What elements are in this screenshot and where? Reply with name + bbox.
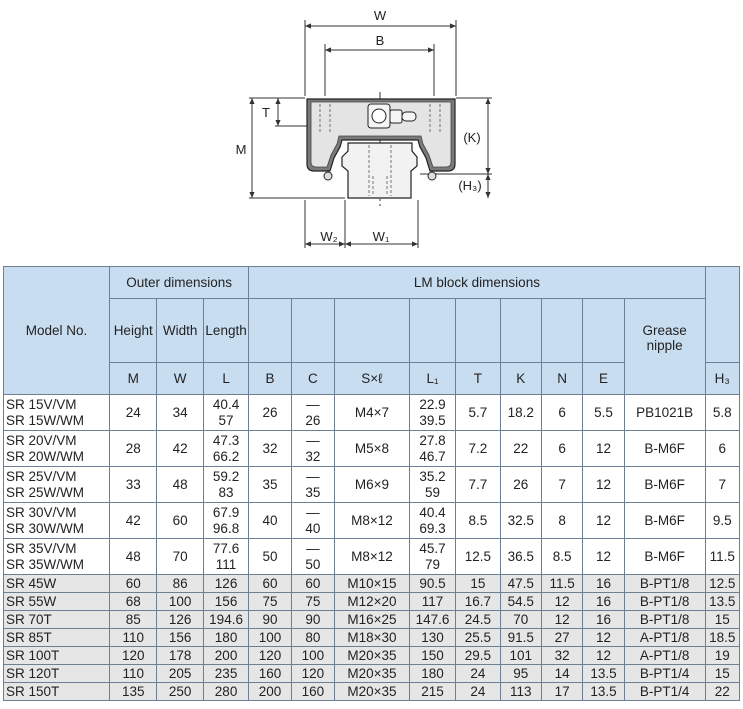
- cell-grease: B-M6F: [624, 503, 705, 539]
- cell-s: M8×12: [335, 503, 410, 539]
- cell-t: 16.7: [456, 593, 500, 611]
- cell-l1: 117: [409, 593, 455, 611]
- table-row: [4, 395, 740, 431]
- cell-grease: B-M6F: [624, 539, 705, 575]
- dim-label-h3: (H₃): [458, 178, 482, 193]
- cell-t: 7.7: [456, 467, 500, 503]
- cell-l: 40.4 57: [203, 395, 248, 431]
- cell-h3: 7: [705, 467, 739, 503]
- cell-l1: 22.9 39.5: [409, 395, 455, 431]
- header-symbol: L₁: [409, 363, 455, 395]
- cell-l1: 45.7 79: [409, 539, 455, 575]
- cell-m: 85: [109, 611, 156, 629]
- cell-w: 70: [157, 539, 203, 575]
- cell-grease: B-PT1/8: [624, 575, 705, 593]
- cell-n: 6: [541, 395, 582, 431]
- cell-k: 22: [500, 431, 541, 467]
- cell-n: 32: [541, 647, 582, 665]
- cell-m: 42: [109, 503, 156, 539]
- cell-c: — 26: [291, 395, 334, 431]
- cell-c: — 50: [291, 539, 334, 575]
- dim-label-k: (K): [463, 130, 481, 145]
- cell-n: 6: [541, 431, 582, 467]
- cell-k: 91.5: [500, 629, 541, 647]
- table-row: [4, 431, 740, 467]
- cell-b: 60: [249, 575, 291, 593]
- cell-w: 60: [157, 503, 203, 539]
- cell-model: SR 100T: [4, 647, 110, 665]
- cell-h3: 18.5: [705, 629, 739, 647]
- cell-grease: B-PT1/8: [624, 611, 705, 629]
- cell-s: M18×30: [335, 629, 410, 647]
- table-row: [4, 539, 740, 575]
- header-symbol: W: [157, 363, 203, 395]
- cell-n: 7: [541, 467, 582, 503]
- cell-e: 12: [583, 539, 624, 575]
- cell-l1: 180: [409, 665, 455, 683]
- table-row: [4, 575, 740, 593]
- cell-w: 178: [157, 647, 203, 665]
- cell-t: 12.5: [456, 539, 500, 575]
- cell-model: SR 30V/VM SR 30W/WM: [4, 503, 110, 539]
- cell-s: M6×9: [335, 467, 410, 503]
- cell-c: 60: [291, 575, 334, 593]
- cell-m: 60: [109, 575, 156, 593]
- cell-h3: 6: [705, 431, 739, 467]
- header-symbol: E: [583, 363, 624, 395]
- header-symbol: C: [291, 363, 334, 395]
- cell-b: 40: [249, 503, 291, 539]
- cell-b: 32: [249, 431, 291, 467]
- header-symbol: N: [541, 363, 582, 395]
- cell-grease: A-PT1/8: [624, 647, 705, 665]
- cell-k: 36.5: [500, 539, 541, 575]
- cell-n: 17: [541, 683, 582, 701]
- cell-e: 16: [583, 611, 624, 629]
- cell-model: SR 120T: [4, 665, 110, 683]
- cell-model: SR 70T: [4, 611, 110, 629]
- cell-l1: 27.8 46.7: [409, 431, 455, 467]
- table-row: [4, 593, 740, 611]
- cell-m: 28: [109, 431, 156, 467]
- cell-e: 12: [583, 431, 624, 467]
- cell-k: 101: [500, 647, 541, 665]
- cell-model: SR 55W: [4, 593, 110, 611]
- cell-h3: 15: [705, 611, 739, 629]
- cell-e: 13.5: [583, 683, 624, 701]
- cell-k: 54.5: [500, 593, 541, 611]
- cell-e: 12: [583, 467, 624, 503]
- cell-grease: PB1021B: [624, 395, 705, 431]
- cell-b: 35: [249, 467, 291, 503]
- cell-k: 95: [500, 665, 541, 683]
- cell-grease: B-PT1/8: [624, 593, 705, 611]
- table-row: [4, 629, 740, 647]
- cell-e: 12: [583, 647, 624, 665]
- cell-grease: A-PT1/8: [624, 629, 705, 647]
- cell-l: 200: [203, 647, 248, 665]
- table-row: [4, 665, 740, 683]
- cell-b: 200: [249, 683, 291, 701]
- header-outer-dimensions: Outer dimensions: [109, 267, 248, 299]
- cell-e: 12: [583, 503, 624, 539]
- header-model-no: Model No.: [4, 267, 110, 395]
- cell-grease: B-M6F: [624, 431, 705, 467]
- cell-h3: 9.5: [705, 503, 739, 539]
- cell-c: 100: [291, 647, 334, 665]
- cell-h3: 19: [705, 647, 739, 665]
- cell-w: 86: [157, 575, 203, 593]
- header-symbol: S×ℓ: [335, 363, 410, 395]
- header-symbol: T: [456, 363, 500, 395]
- cell-h3: 11.5: [705, 539, 739, 575]
- dim-label-m: M: [235, 142, 247, 157]
- cell-l: 67.9 96.8: [203, 503, 248, 539]
- cell-l1: 40.4 69.3: [409, 503, 455, 539]
- cell-w: 34: [157, 395, 203, 431]
- cell-h3: 13.5: [705, 593, 739, 611]
- table-row: [4, 503, 740, 539]
- cell-s: M5×8: [335, 431, 410, 467]
- cell-h3: 12.5: [705, 575, 739, 593]
- cell-model: SR 25V/VM SR 25W/WM: [4, 467, 110, 503]
- cell-t: 24.5: [456, 611, 500, 629]
- cell-s: M20×35: [335, 665, 410, 683]
- cell-e: 16: [583, 593, 624, 611]
- cell-l1: 215: [409, 683, 455, 701]
- cell-l1: 150: [409, 647, 455, 665]
- cell-grease: B-PT1/4: [624, 683, 705, 701]
- cell-s: M16×25: [335, 611, 410, 629]
- cell-t: 15: [456, 575, 500, 593]
- cell-s: M12×20: [335, 593, 410, 611]
- cell-m: 110: [109, 665, 156, 683]
- cell-h3: 5.8: [705, 395, 739, 431]
- cell-m: 110: [109, 629, 156, 647]
- cell-model: SR 150T: [4, 683, 110, 701]
- cell-model: SR 20V/VM SR 20W/WM: [4, 431, 110, 467]
- cell-b: 75: [249, 593, 291, 611]
- cell-n: 11.5: [541, 575, 582, 593]
- cell-c: 75: [291, 593, 334, 611]
- cell-k: 47.5: [500, 575, 541, 593]
- header-symbol: K: [500, 363, 541, 395]
- cell-t: 25.5: [456, 629, 500, 647]
- cell-c: — 35: [291, 467, 334, 503]
- cell-l: 47.3 66.2: [203, 431, 248, 467]
- cell-b: 100: [249, 629, 291, 647]
- cell-l: 194.6: [203, 611, 248, 629]
- cell-w: 205: [157, 665, 203, 683]
- header-symbol: B: [249, 363, 291, 395]
- header-grease-nipple: Grease nipple: [624, 299, 705, 395]
- cell-e: 13.5: [583, 665, 624, 683]
- cell-s: M20×35: [335, 647, 410, 665]
- cell-m: 33: [109, 467, 156, 503]
- cell-s: M4×7: [335, 395, 410, 431]
- cell-grease: B-M6F: [624, 467, 705, 503]
- header-width: Width: [157, 299, 203, 363]
- header-symbol-h3: H₃: [705, 363, 739, 395]
- cell-m: 135: [109, 683, 156, 701]
- cell-c: 90: [291, 611, 334, 629]
- cell-b: 50: [249, 539, 291, 575]
- cell-l: 180: [203, 629, 248, 647]
- cell-t: 8.5: [456, 503, 500, 539]
- cell-c: — 32: [291, 431, 334, 467]
- cell-n: 14: [541, 665, 582, 683]
- cell-w: 42: [157, 431, 203, 467]
- cell-l1: 130: [409, 629, 455, 647]
- cell-n: 8: [541, 503, 582, 539]
- cell-e: 12: [583, 629, 624, 647]
- cell-n: 8.5: [541, 539, 582, 575]
- header-height: Height: [109, 299, 156, 363]
- cell-e: 16: [583, 575, 624, 593]
- cell-e: 5.5: [583, 395, 624, 431]
- cell-n: 12: [541, 611, 582, 629]
- dim-label-w: W: [373, 8, 387, 23]
- cell-w: 250: [157, 683, 203, 701]
- cell-l1: 90.5: [409, 575, 455, 593]
- cell-k: 26: [500, 467, 541, 503]
- cell-n: 27: [541, 629, 582, 647]
- dim-label-w2: W₂: [320, 229, 338, 244]
- cell-w: 100: [157, 593, 203, 611]
- cell-grease: B-PT1/4: [624, 665, 705, 683]
- cell-h3: 15: [705, 665, 739, 683]
- dim-label-b: B: [375, 33, 385, 48]
- header-symbol: M: [109, 363, 156, 395]
- cell-h3: 22: [705, 683, 739, 701]
- cell-c: 160: [291, 683, 334, 701]
- table-row: [4, 467, 740, 503]
- cell-l: 77.6 111: [203, 539, 248, 575]
- cell-m: 24: [109, 395, 156, 431]
- cell-model: SR 15V/VM SR 15W/WM: [4, 395, 110, 431]
- cell-w: 126: [157, 611, 203, 629]
- table-row: [4, 647, 740, 665]
- cell-b: 26: [249, 395, 291, 431]
- cell-c: — 40: [291, 503, 334, 539]
- cell-l: 156: [203, 593, 248, 611]
- table-row: [4, 683, 740, 701]
- cell-l: 126: [203, 575, 248, 593]
- cell-b: 90: [249, 611, 291, 629]
- cell-t: 29.5: [456, 647, 500, 665]
- header-length: Length: [203, 299, 248, 363]
- cell-b: 160: [249, 665, 291, 683]
- cell-model: SR 85T: [4, 629, 110, 647]
- cell-k: 70: [500, 611, 541, 629]
- cell-c: 80: [291, 629, 334, 647]
- cell-w: 48: [157, 467, 203, 503]
- cell-b: 120: [249, 647, 291, 665]
- cell-k: 113: [500, 683, 541, 701]
- cell-l: 59.2 83: [203, 467, 248, 503]
- cell-m: 48: [109, 539, 156, 575]
- cell-l1: 35.2 59: [409, 467, 455, 503]
- cell-s: M10×15: [335, 575, 410, 593]
- cell-c: 120: [291, 665, 334, 683]
- cell-t: 7.2: [456, 431, 500, 467]
- cell-w: 156: [157, 629, 203, 647]
- cell-n: 12: [541, 593, 582, 611]
- cell-l: 280: [203, 683, 248, 701]
- header-h3-blank: [705, 267, 739, 363]
- spec-table: [3, 266, 740, 701]
- header-symbol: L: [203, 363, 248, 395]
- cell-s: M20×35: [335, 683, 410, 701]
- cell-s: M8×12: [335, 539, 410, 575]
- table-row: [4, 611, 740, 629]
- lm-guide-cross-section-diagram: [0, 0, 743, 265]
- dim-label-t: T: [262, 105, 270, 120]
- header-lm-block-dimensions: LM block dimensions: [249, 267, 705, 299]
- cell-t: 5.7: [456, 395, 500, 431]
- cell-l1: 147.6: [409, 611, 455, 629]
- cell-t: 24: [456, 683, 500, 701]
- cell-k: 18.2: [500, 395, 541, 431]
- dim-label-w1: W₁: [372, 229, 390, 244]
- cell-m: 68: [109, 593, 156, 611]
- cell-l: 235: [203, 665, 248, 683]
- cell-model: SR 45W: [4, 575, 110, 593]
- cell-m: 120: [109, 647, 156, 665]
- cell-model: SR 35V/VM SR 35W/WM: [4, 539, 110, 575]
- cell-t: 24: [456, 665, 500, 683]
- cell-k: 32.5: [500, 503, 541, 539]
